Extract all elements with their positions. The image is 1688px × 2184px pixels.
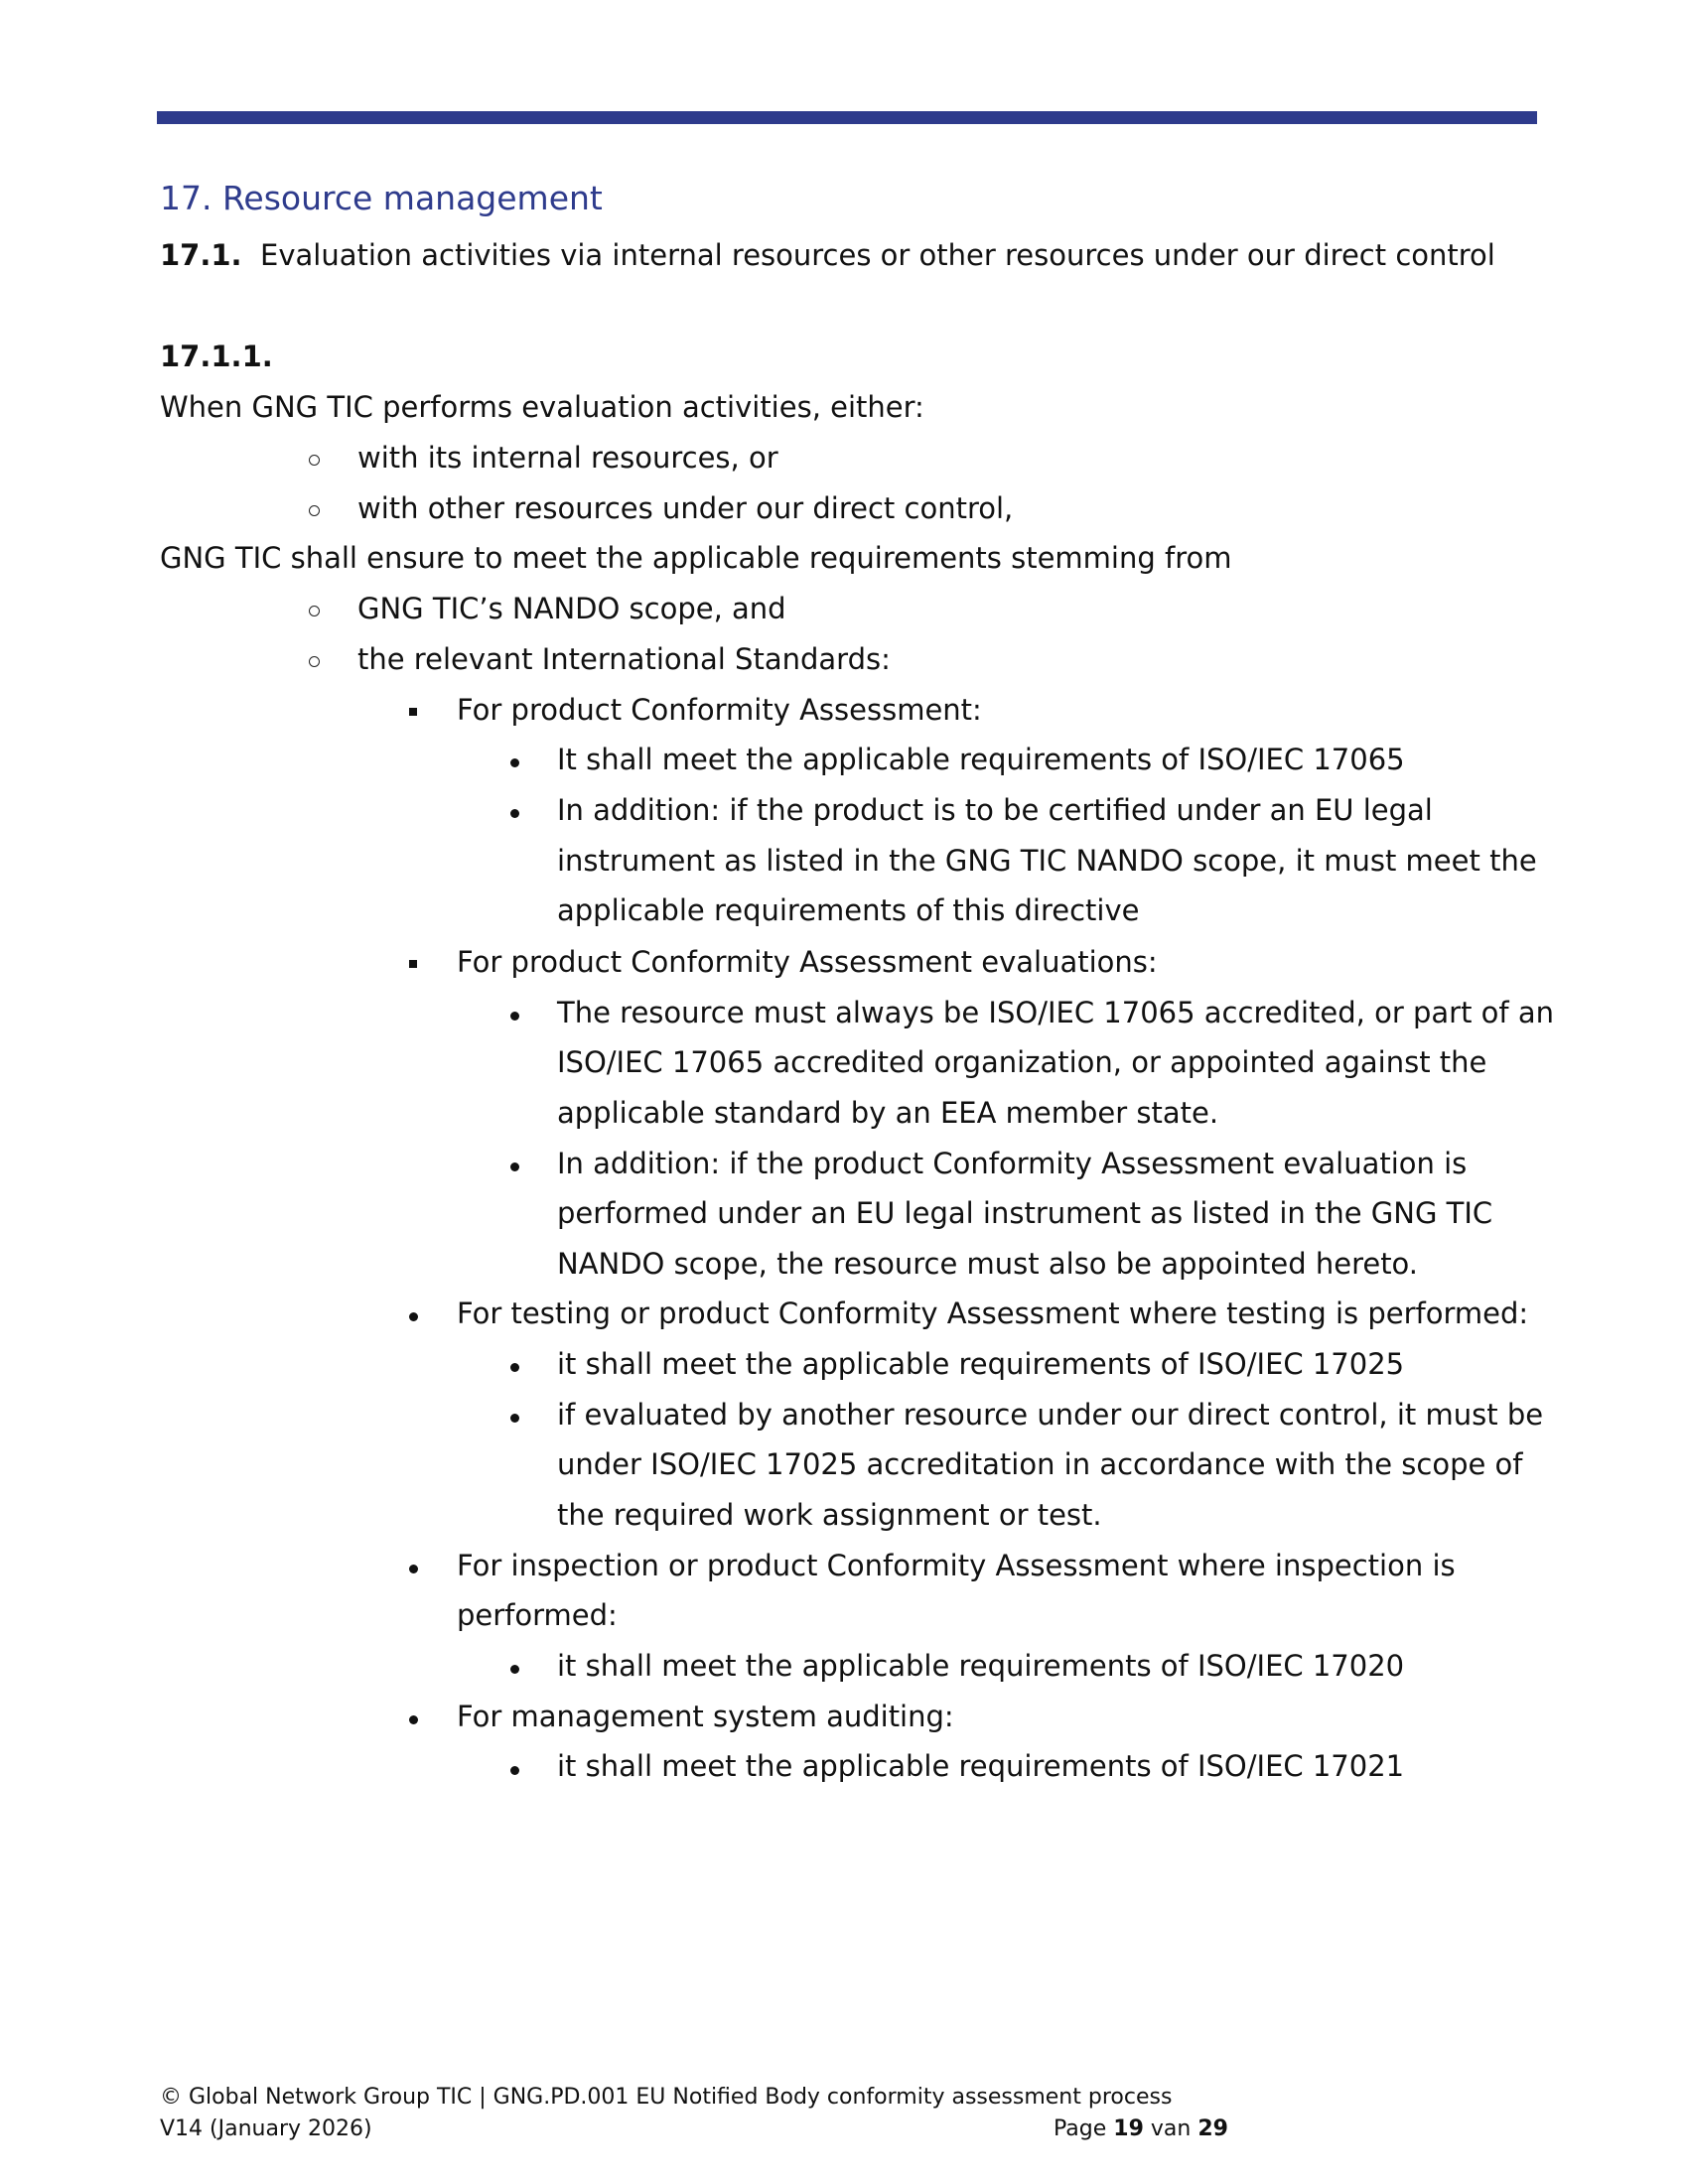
header-rule: [157, 111, 1537, 124]
clause-number: 17.1.1.: [160, 340, 273, 373]
testing-item: under ISO/IEC 17025 accreditation in accordance with the scope of: [557, 1447, 1523, 1481]
page-total: 29: [1197, 2116, 1228, 2141]
source-nando: GNG TIC’s NANDO scope, and: [357, 592, 786, 625]
option-internal: with its internal resources, or: [357, 441, 778, 475]
dot-bullet-icon: [510, 1665, 519, 1674]
dot-bullet-icon: [510, 1363, 519, 1372]
product-ca-heading: For product Conformity Assessment:: [457, 693, 982, 727]
dot-bullet-icon: [409, 1715, 418, 1724]
product-ca-eval-item: NANDO scope, the resource must also be appointed hereto.: [557, 1247, 1419, 1281]
circle-bullet-icon: [309, 455, 320, 466]
option-direct-control: with other resources under our direct control,: [357, 491, 1014, 525]
product-ca-eval-item: ISO/IEC 17065 accredited organization, or appointed against the: [557, 1045, 1487, 1079]
dot-bullet-icon: [409, 1312, 418, 1321]
product-ca-item: In addition: if the product is to be certified under an EU legal: [557, 793, 1433, 827]
dot-bullet-icon: [409, 1565, 418, 1573]
management-item: it shall meet the applicable requirements of ISO/IEC 17021: [557, 1749, 1405, 1783]
circle-bullet-icon: [309, 606, 320, 616]
circle-bullet-icon: [309, 656, 320, 667]
dot-bullet-icon: [510, 809, 519, 818]
subsection-title: Evaluation activities via internal resources or other resources under our direct control: [260, 238, 1495, 272]
footer-version: V14 (January 2026): [160, 2116, 372, 2141]
inspection-heading: performed:: [457, 1598, 618, 1632]
page-current: 19: [1113, 2116, 1144, 2141]
product-ca-eval-item: performed under an EU legal instrument as listed in the GNG TIC: [557, 1196, 1493, 1230]
ensure-text: GNG TIC shall ensure to meet the applicable requirements stemming from: [160, 541, 1232, 575]
product-ca-eval-item: The resource must always be ISO/IEC 17065 accredited, or part of an: [557, 996, 1554, 1029]
dot-bullet-icon: [510, 1414, 519, 1423]
product-ca-eval-heading: For product Conformity Assessment evaluations:: [457, 945, 1158, 979]
testing-item: it shall meet the applicable requirements of ISO/IEC 17025: [557, 1347, 1405, 1381]
product-ca-eval-item: In addition: if the product Conformity Assessment evaluation is: [557, 1147, 1468, 1180]
dot-bullet-icon: [510, 1012, 519, 1021]
product-ca-item: applicable requirements of this directive: [557, 893, 1140, 927]
dot-bullet-icon: [510, 1162, 519, 1171]
testing-heading: For testing or product Conformity Assessment where testing is performed:: [457, 1297, 1529, 1330]
source-standards: the relevant International Standards:: [357, 642, 891, 676]
dot-bullet-icon: [510, 758, 519, 767]
circle-bullet-icon: [309, 505, 320, 516]
testing-item: the required work assignment or test.: [557, 1498, 1102, 1532]
product-ca-eval-item: applicable standard by an EEA member state.: [557, 1096, 1219, 1130]
square-bullet-icon: [409, 708, 417, 716]
subsection-number: 17.1.: [160, 238, 242, 272]
management-heading: For management system auditing:: [457, 1700, 954, 1733]
product-ca-item: instrument as listed in the GNG TIC NANDO scope, it must meet the: [557, 844, 1537, 878]
page-label: Page: [1054, 2116, 1107, 2141]
product-ca-item: It shall meet the applicable requirements of ISO/IEC 17065: [557, 743, 1405, 776]
square-bullet-icon: [409, 960, 417, 968]
page-separator: van: [1150, 2116, 1192, 2141]
inspection-item: it shall meet the applicable requirements of ISO/IEC 17020: [557, 1649, 1405, 1683]
inspection-heading: For inspection or product Conformity Assessment where inspection is: [457, 1549, 1456, 1582]
section-title: 17. Resource management: [160, 179, 603, 217]
subsection-heading: [160, 238, 1495, 272]
footer-copyright: © Global Network Group TIC | GNG.PD.001 EU Notified Body conformity assessment process: [160, 2085, 1173, 2110]
intro-text: When GNG TIC performs evaluation activities, either:: [160, 390, 924, 424]
footer-page-number: [1054, 2116, 1228, 2141]
testing-item: if evaluated by another resource under our direct control, it must be: [557, 1398, 1544, 1432]
dot-bullet-icon: [510, 1766, 519, 1775]
